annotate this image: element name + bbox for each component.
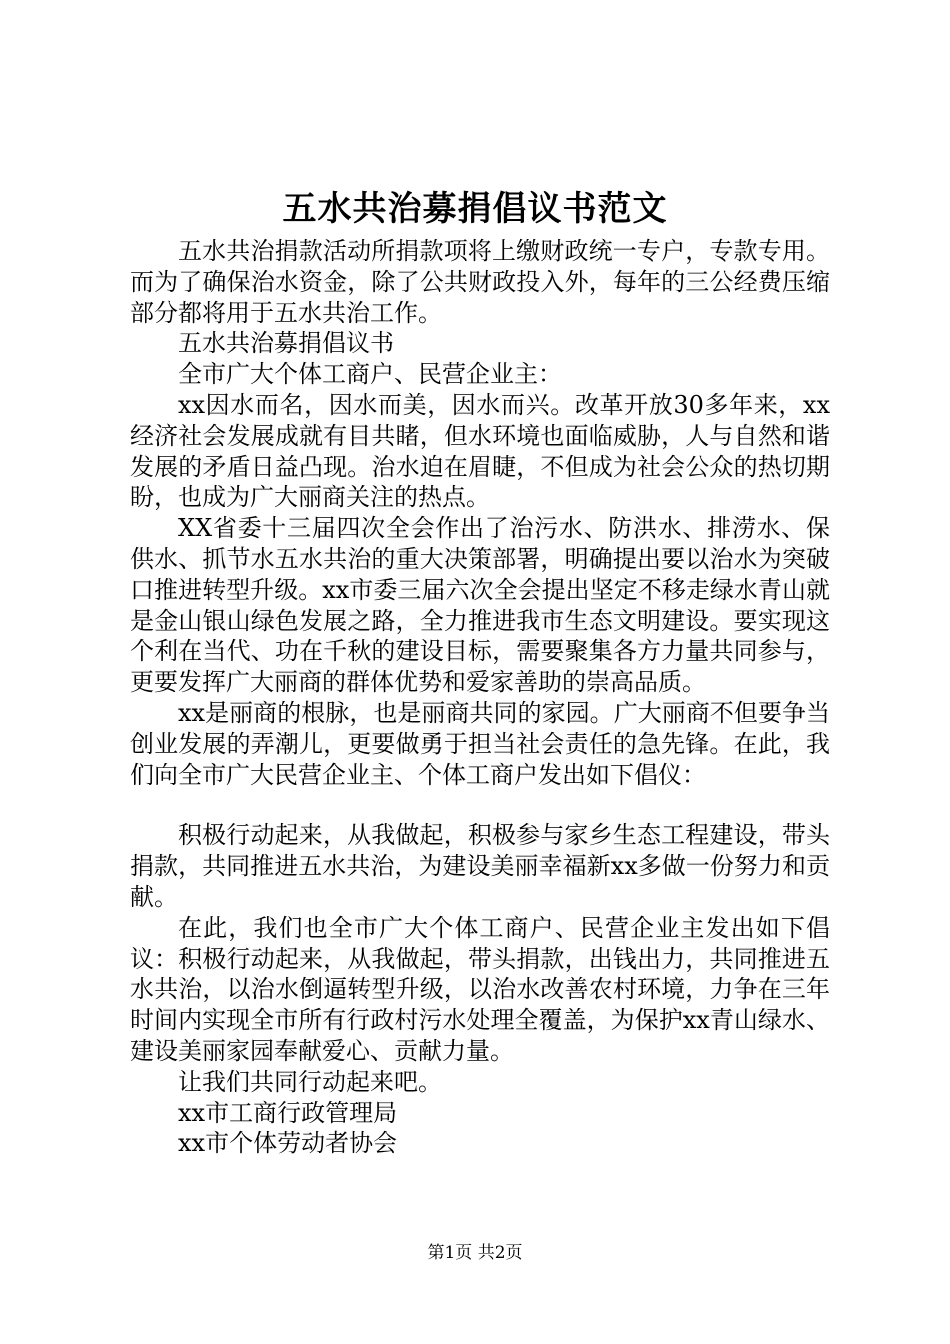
paragraph-salutation: 全市广大个体工商户、民营企业主： <box>178 360 562 389</box>
paragraph-background: xx因水而名，因水而美，因水而兴。改革开放30多年来，xx经济社会发展成就有目共睹，但水环境也面临威胁，人与自然和谐发展的矛盾日益凸现。治水迫在眉睫，不但成为社会公众的热切期盼，也成为广大丽商关注的热点。 <box>130 390 830 512</box>
signature-bureau: xx市工商行政管理局 <box>178 1098 398 1127</box>
paragraph-policy: XX省委十三届四次全会作出了治污水、防洪水、排涝水、保供水、抓节水五水共治的重大决策部署，明确提出要以治水为突破口推进转型升级。xx市委三届六次全会提出坚定不移走绿水青山就是金山银山绿色发展之路，全力推进我市生态文明建设。要实现这个利在当代、功在千秋的建设目标，需要聚集各方力量共同参与，更要发挥广大丽商的群体优势和爱家善助的崇高品质。 <box>130 514 830 697</box>
paragraph-closing: 让我们共同行动起来吧。 <box>178 1067 442 1096</box>
page-footer: 第1页 共2页 <box>427 1243 523 1263</box>
paragraph-call: xx是丽商的根脉，也是丽商共同的家园。广大丽商不但要争当创业发展的弄潮儿，更要做勇于担当社会责任的急先锋。在此，我们向全市广大民营企业主、个体工商户发出如下倡仪： <box>130 698 830 789</box>
document-body <box>130 236 830 1159</box>
paragraph-action: 积极行动起来，从我做起，积极参与家乡生态工程建设，带头捐款，共同推进五水共治，为建设美丽幸福新xx多做一份努力和贡献。 <box>130 821 830 911</box>
document-title: 五水共治募捐倡议书范文 <box>282 189 668 229</box>
paragraph-proposal: 在此，我们也全市广大个体工商户、民营企业主发出如下倡议：积极行动起来，从我做起，带头捐款，出钱出力，共同推进五水共治，以治水倒逼转型升级，以治水改善农村环境，力争在三年时间内实现全市所有行政村污水处理全覆盖，为保护xx青山绿水、建设美丽家园奉献爱心、贡献力量。 <box>130 913 830 1065</box>
paragraph-heading: 五水共治募捐倡议书 <box>178 329 394 358</box>
signature-association: xx市个体劳动者协会 <box>178 1129 398 1158</box>
paragraph-intro: 五水共治捐款活动所捐款项将上缴财政统一专户，专款专用。而为了确保治水资金，除了公共财政投入外，每年的三公经费压缩部分都将用于五水共治工作。 <box>130 237 830 327</box>
